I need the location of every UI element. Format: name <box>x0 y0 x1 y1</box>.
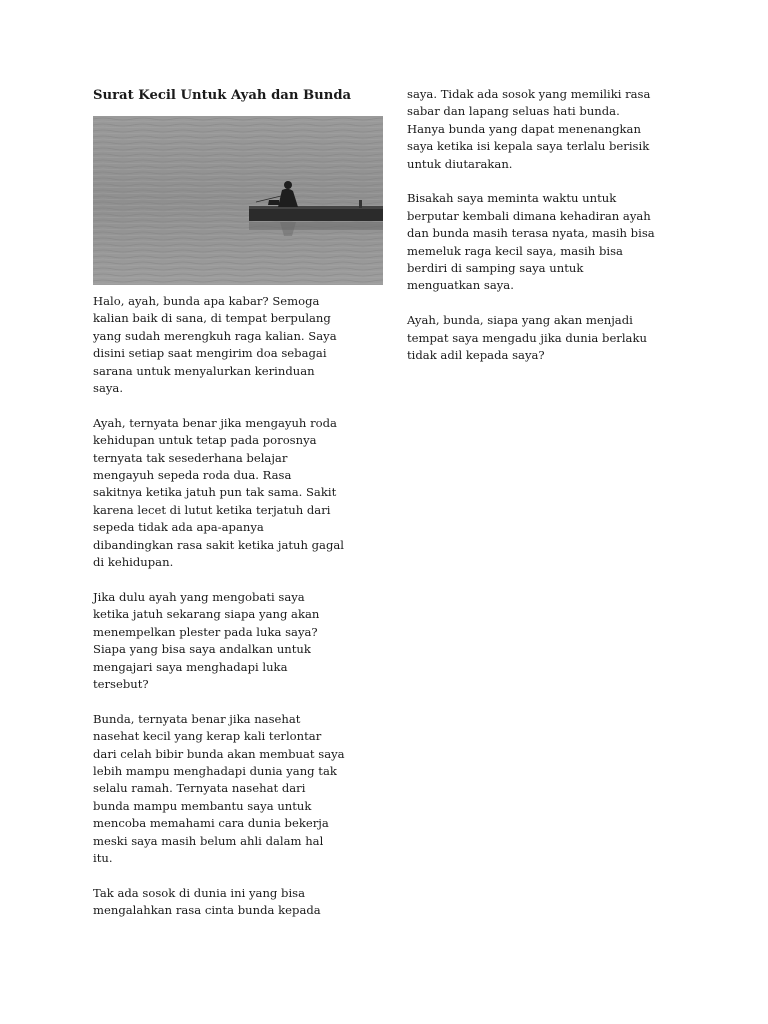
text-line: sarana untuk menyalurkan kerinduan <box>93 363 315 378</box>
text-line: kalian baik di sana, di tempat berpulang <box>93 311 331 326</box>
text-line: meski saya masih belum ahli dalam hal <box>93 833 324 848</box>
text-line: Siapa yang bisa saya andalkan untuk <box>93 642 311 657</box>
text-line: menguatkan saya. <box>407 278 514 293</box>
text-line: sabar dan lapang seluas hati bunda. <box>407 104 620 119</box>
text-line: saya. Tidak ada sosok yang memiliki rasa <box>407 87 651 101</box>
paragraph <box>93 293 345 397</box>
text-line: tempat saya mengadu jika dunia berlaku <box>407 330 647 345</box>
text-line: itu. <box>93 850 113 865</box>
text-line: Bisakah saya meminta waktu untuk <box>407 191 617 206</box>
text-line: bunda mampu membantu saya untuk <box>93 798 312 813</box>
left-text <box>93 293 345 937</box>
paragraph <box>93 415 345 572</box>
text-line: Bunda, ternyata benar jika nasehat <box>93 711 301 726</box>
text-line: kehidupan untuk tetap pada porosnya <box>93 433 317 448</box>
paragraph <box>407 312 655 364</box>
text-line: disini setiap saat mengirim doa sebagai <box>93 346 327 361</box>
lake-fisherman-photo <box>93 116 383 285</box>
text-line: berdiri di samping saya untuk <box>407 261 584 276</box>
text-line: ketika jatuh sekarang siapa yang akan <box>93 607 320 622</box>
text-line: mengalahkan rasa cinta bunda kepada <box>93 903 321 918</box>
text-line: lebih mampu menghadapi dunia yang tak <box>93 763 337 778</box>
text-line: Hanya bunda yang dapat menenangkan <box>407 121 641 136</box>
text-line: karena lecet di lutut ketika terjatuh dari <box>93 502 331 517</box>
text-line: Jika dulu ayah yang mengobati saya <box>93 589 305 604</box>
text-line: ternyata tak sesederhana belajar <box>93 450 288 465</box>
text-line: Tak ada sosok di dunia ini yang bisa <box>93 885 306 900</box>
text-line: dari celah bibir bunda akan membuat saya <box>93 746 345 761</box>
paragraph <box>93 885 345 920</box>
paragraph <box>93 589 345 693</box>
text-line: menempelkan plester pada luka saya? <box>93 624 318 639</box>
text-line: dan bunda masih terasa nyata, masih bisa <box>407 226 655 241</box>
text-line: dibandingkan rasa sakit ketika jatuh gagal <box>93 537 345 552</box>
document-title: Surat Kecil Untuk Ayah dan Bunda <box>93 88 352 103</box>
text-line: untuk diutarakan. <box>407 156 513 171</box>
text-line: tidak adil kepada saya? <box>407 348 545 363</box>
text-line: Ayah, ternyata benar jika mengayuh roda <box>93 415 337 430</box>
text-line: selalu ramah. Ternyata nasehat dari <box>93 781 306 796</box>
text-line: Ayah, bunda, siapa yang akan menjadi <box>407 313 633 328</box>
text-line: yang sudah merengkuh raga kalian. Saya <box>93 328 337 343</box>
paragraph <box>407 190 655 294</box>
text-line: mengayuh sepeda roda dua. Rasa <box>93 468 292 483</box>
text-line: Halo, ayah, bunda apa kabar? Semoga <box>93 294 320 308</box>
text-line: saya. <box>93 381 124 396</box>
text-line: di kehidupan. <box>93 555 174 570</box>
paragraph <box>93 711 345 868</box>
right-text <box>407 86 655 382</box>
text-line: saya ketika isi kepala saya terlalu berisik <box>407 139 650 154</box>
text-line: sepeda tidak ada apa-apanya <box>93 520 264 535</box>
text-line: tersebut? <box>93 676 149 691</box>
text-line: mencoba memahami cara dunia bekerja <box>93 816 329 831</box>
text-line: sakitnya ketika jatuh pun tak sama. Sakit <box>93 485 337 500</box>
text-line: nasehat kecil yang kerap kali terlontar <box>93 729 322 744</box>
text-line: memeluk raga kecil saya, masih bisa <box>407 243 623 258</box>
text-line: berputar kembali dimana kehadiran ayah <box>407 208 651 223</box>
text-line: mengajari saya menghadapi luka <box>93 659 288 674</box>
paragraph <box>407 86 655 173</box>
